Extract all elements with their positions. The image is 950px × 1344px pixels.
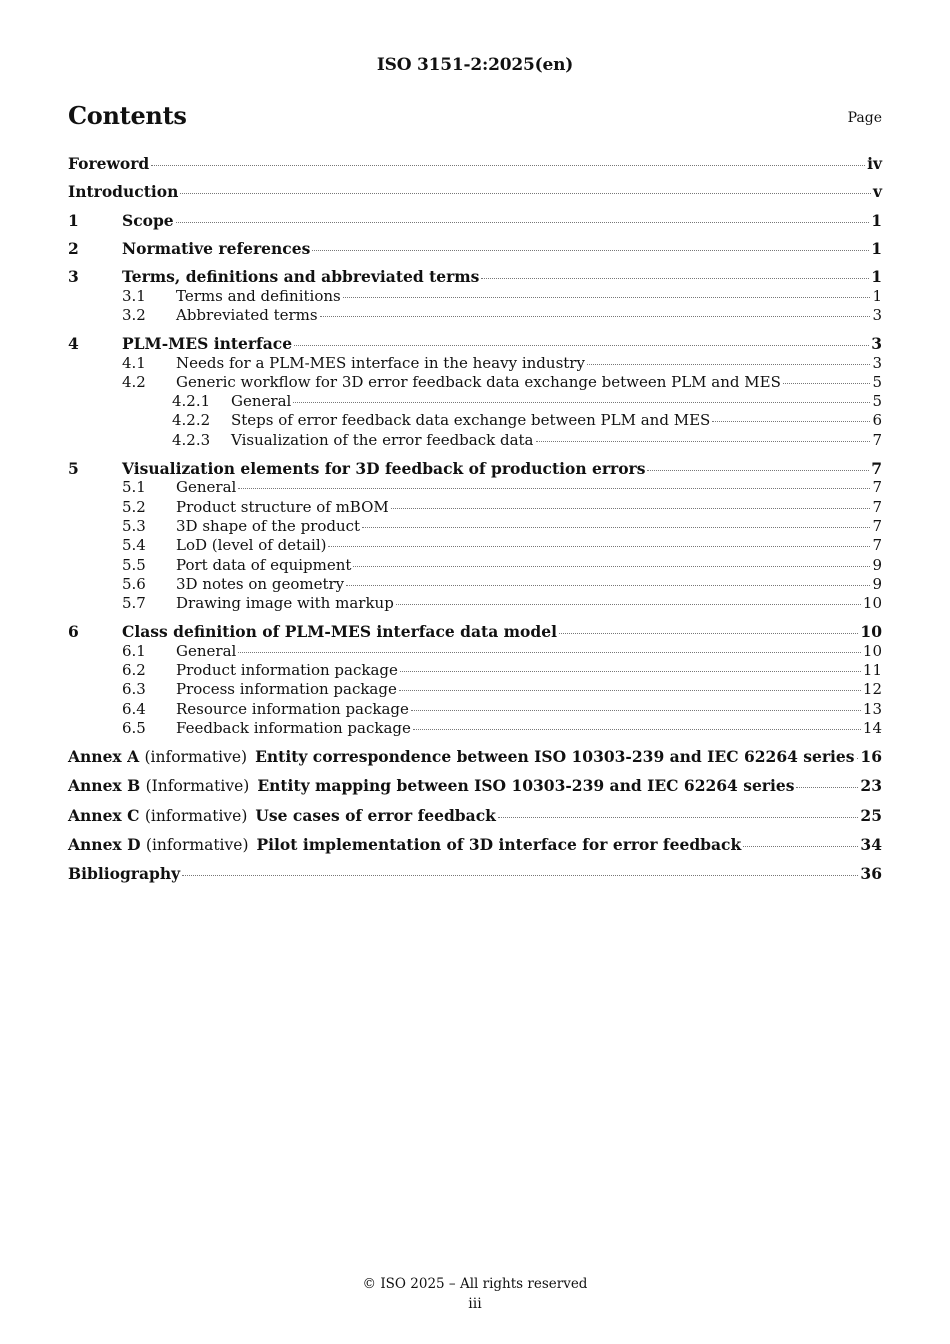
toc-entry-annex-a[interactable] <box>68 747 882 768</box>
toc-entry-page: 7 <box>872 536 882 555</box>
dot-leader <box>343 296 871 298</box>
toc-entry-page: 5 <box>872 372 882 391</box>
toc-entry-plm-mes-interface[interactable] <box>68 334 882 354</box>
dot-leader <box>411 709 861 711</box>
toc-entry-6-2[interactable] <box>68 661 882 680</box>
toc-entry-5-4[interactable] <box>68 536 882 555</box>
dot-leader <box>391 507 871 509</box>
toc-entry-page: 7 <box>871 458 882 478</box>
toc-entry-page: 1 <box>872 286 882 305</box>
toc-entry-6-1[interactable] <box>68 642 882 661</box>
toc-entry-number: 4.2 <box>122 372 146 391</box>
toc-entry-page: 1 <box>871 238 882 258</box>
toc-entry-number: 5.3 <box>122 516 146 535</box>
toc-entry-title: PLM-MES interface <box>122 334 293 354</box>
dot-leader <box>857 757 859 759</box>
toc-entry-title: Feedback information package <box>176 718 411 737</box>
toc-entry-page: 16 <box>860 747 882 767</box>
dot-leader <box>783 382 871 384</box>
toc-entry-class-definition[interactable] <box>68 622 882 642</box>
dot-leader <box>559 632 858 634</box>
toc-entry-6-4[interactable] <box>68 700 882 719</box>
toc-entry-number: 6 <box>68 622 79 642</box>
toc-entry-6-5[interactable] <box>68 719 882 738</box>
page-footer <box>0 1276 950 1312</box>
toc-entry-title: LoD (level of detail) <box>176 536 327 555</box>
annex-title: Entity correspondence between ISO 10303-239 and IEC 62264 series <box>255 747 855 767</box>
toc-entry-visualization-elements[interactable] <box>68 459 882 479</box>
dot-leader <box>396 603 861 605</box>
toc-entry-page: 5 <box>872 392 882 411</box>
toc-entry-title: Visualization elements for 3D feedback of production errors <box>122 458 646 478</box>
toc-entry-title: 3D notes on geometry <box>176 574 345 593</box>
dot-leader <box>238 487 870 489</box>
toc-entry-foreword[interactable] <box>68 154 882 174</box>
dot-leader <box>712 420 870 422</box>
toc-entry-number: 4.1 <box>122 353 146 372</box>
dot-leader <box>328 545 870 547</box>
toc-entry-page: 7 <box>872 430 882 449</box>
toc-entry-title: General <box>231 392 292 411</box>
toc-entry-number: 5.6 <box>122 574 146 593</box>
dot-leader <box>353 565 870 567</box>
page-number: iii <box>468 1296 482 1312</box>
dot-leader <box>498 816 859 818</box>
dot-leader <box>399 689 861 691</box>
toc-entry-title: Steps of error feedback data exchange between PLM and MES <box>231 411 711 430</box>
page-column-label: Page <box>847 110 882 126</box>
annex-label: Annex A <box>68 747 140 767</box>
toc-entry-number: 5.4 <box>122 536 146 555</box>
toc-entry-3-1[interactable] <box>68 287 882 306</box>
annex-title: Entity mapping between ISO 10303-239 and IEC 62264 series <box>257 776 795 796</box>
toc-entry-3-2[interactable] <box>68 306 882 325</box>
toc-entry-terms[interactable] <box>68 267 882 287</box>
annex-title: Use cases of error feedback <box>255 805 496 825</box>
toc-entry-page: v <box>872 182 882 202</box>
annex-type: (informative) <box>144 748 248 767</box>
toc-entry-number: 3.1 <box>122 286 146 305</box>
toc-entry-page: 7 <box>872 497 882 516</box>
toc-entry-page: 10 <box>862 594 882 613</box>
toc-entry-number: 4.2.2 <box>172 411 211 430</box>
dot-leader <box>400 670 861 672</box>
dot-leader <box>647 469 869 471</box>
toc-entry-title: 3D shape of the product <box>176 516 361 535</box>
dot-leader <box>294 344 869 346</box>
toc-entry-annex-c[interactable] <box>68 806 882 827</box>
toc-entry-5-1[interactable] <box>68 478 882 497</box>
toc-entry-normative-references[interactable] <box>68 239 882 259</box>
toc-entry-page: 3 <box>872 305 882 324</box>
table-of-contents <box>68 154 882 884</box>
toc-entry-6-3[interactable] <box>68 680 882 699</box>
toc-entry-4-2-1[interactable] <box>68 392 882 411</box>
toc-entry-title: Product structure of mBOM <box>176 497 389 516</box>
dot-leader <box>320 315 871 317</box>
dot-leader <box>536 440 871 442</box>
toc-entry-title: Normative references <box>122 238 311 258</box>
annex-label: Annex C <box>68 805 140 825</box>
toc-entry-title: Needs for a PLM-MES interface in the heavy industry <box>176 353 585 372</box>
toc-entry-5-7[interactable] <box>68 594 882 613</box>
toc-entry-4-2[interactable] <box>68 373 882 392</box>
toc-entry-number: 3.2 <box>122 305 146 324</box>
toc-entry-page: 9 <box>872 555 882 574</box>
toc-entry-number: 5.2 <box>122 497 146 516</box>
toc-entry-5-6[interactable] <box>68 575 882 594</box>
dot-leader <box>346 584 870 586</box>
toc-entry-page: 3 <box>871 334 882 354</box>
toc-entry-page: 10 <box>862 641 882 660</box>
dot-leader <box>587 363 871 365</box>
toc-entry-title: Process information package <box>176 680 397 699</box>
dot-leader <box>151 164 865 166</box>
toc-entry-page: 1 <box>871 267 882 287</box>
toc-entry-title: Terms, definitions and abbreviated terms <box>122 267 480 287</box>
toc-entry-title: Resource information package <box>176 699 409 718</box>
toc-entry-number: 4 <box>68 334 79 354</box>
toc-entry-page: 1 <box>871 210 882 230</box>
toc-entry-4-2-3[interactable] <box>68 431 882 450</box>
toc-entry-number: 6.2 <box>122 661 146 680</box>
dot-leader <box>481 277 869 279</box>
toc-entry-page: 7 <box>872 478 882 497</box>
toc-entry-number: 4.2.1 <box>172 392 211 411</box>
toc-entry-annex-b[interactable] <box>68 776 882 797</box>
toc-entry-page: 36 <box>860 864 882 884</box>
toc-entry-page: 11 <box>862 661 882 680</box>
toc-entry-bibliography[interactable] <box>68 864 882 884</box>
annex-type: (informative) <box>144 806 248 825</box>
toc-entry-title: Abbreviated terms <box>176 305 318 324</box>
toc-entry-page: 34 <box>860 834 882 854</box>
annex-title: Pilot implementation of 3D interface for error feedback <box>256 834 742 854</box>
toc-entry-title: Foreword <box>68 154 150 173</box>
toc-entry-5-3[interactable] <box>68 517 882 536</box>
toc-entry-page: 9 <box>872 574 882 593</box>
contents-title: Contents <box>68 101 187 130</box>
toc-entry-page: 25 <box>860 805 882 825</box>
dot-leader <box>176 221 870 223</box>
toc-entry-scope[interactable] <box>68 211 882 231</box>
toc-entry-4-2-2[interactable] <box>68 411 882 430</box>
toc-entry-title: Scope <box>122 210 174 230</box>
toc-entry-page: 6 <box>872 411 882 430</box>
toc-entry-page: 23 <box>860 776 882 796</box>
toc-entry-annex-d[interactable] <box>68 835 882 856</box>
toc-entry-number: 5.1 <box>122 478 146 497</box>
toc-entry-number: 1 <box>68 210 79 230</box>
annex-type: (Informative) <box>145 777 250 796</box>
dot-leader <box>182 874 858 876</box>
toc-entry-page: 13 <box>862 699 882 718</box>
dot-leader <box>293 401 870 403</box>
toc-entry-number: 3 <box>68 267 79 287</box>
dot-leader <box>312 249 869 251</box>
toc-entry-number: 5.5 <box>122 555 146 574</box>
toc-entry-5-5[interactable] <box>68 556 882 575</box>
dot-leader <box>743 845 858 847</box>
toc-entry-page: 7 <box>872 516 882 535</box>
annex-type: (informative) <box>145 835 249 854</box>
dot-leader <box>362 526 870 528</box>
toc-entry-page: 14 <box>862 718 882 737</box>
toc-entry-number: 6.5 <box>122 718 146 737</box>
toc-entry-number: 5 <box>68 458 79 478</box>
toc-entry-title: General <box>176 478 237 497</box>
dot-leader <box>180 192 871 194</box>
annex-label: Annex D <box>68 834 141 854</box>
toc-entry-5-2[interactable] <box>68 498 882 517</box>
toc-entry-title: Introduction <box>68 182 179 202</box>
toc-entry-number: 4.2.3 <box>172 430 211 449</box>
toc-entry-title: Visualization of the error feedback data <box>231 430 534 449</box>
toc-entry-number: 2 <box>68 238 79 258</box>
toc-entry-number: 6.3 <box>122 680 146 699</box>
dot-leader <box>413 728 861 730</box>
toc-entry-page: 10 <box>860 622 882 642</box>
dot-leader <box>796 786 858 788</box>
toc-entry-number: 6.1 <box>122 641 146 660</box>
toc-entry-title: General <box>176 641 237 660</box>
toc-entry-title: Port data of equipment <box>176 555 352 574</box>
toc-entry-introduction[interactable] <box>68 182 882 202</box>
annex-label: Annex B <box>68 776 141 796</box>
toc-entry-title: Class definition of PLM-MES interface data model <box>122 622 557 642</box>
dot-leader <box>238 651 861 653</box>
toc-entry-4-1[interactable] <box>68 354 882 373</box>
toc-entry-number: 6.4 <box>122 699 146 718</box>
toc-entry-title: Terms and definitions <box>176 286 341 305</box>
document-id-header: ISO 3151-2:2025(en) <box>376 55 574 75</box>
copyright-notice: © ISO 2025 – All rights reserved <box>362 1276 588 1292</box>
toc-entry-number: 5.7 <box>122 594 146 613</box>
toc-entry-title: Product information package <box>176 661 398 680</box>
toc-entry-title: Bibliography <box>68 864 181 884</box>
toc-entry-page: iv <box>867 154 882 173</box>
toc-entry-title: Drawing image with markup <box>176 594 394 613</box>
toc-entry-page: 3 <box>872 353 882 372</box>
toc-entry-title: Generic workflow for 3D error feedback data exchange between PLM and MES <box>176 372 781 391</box>
toc-entry-page: 12 <box>862 680 882 699</box>
